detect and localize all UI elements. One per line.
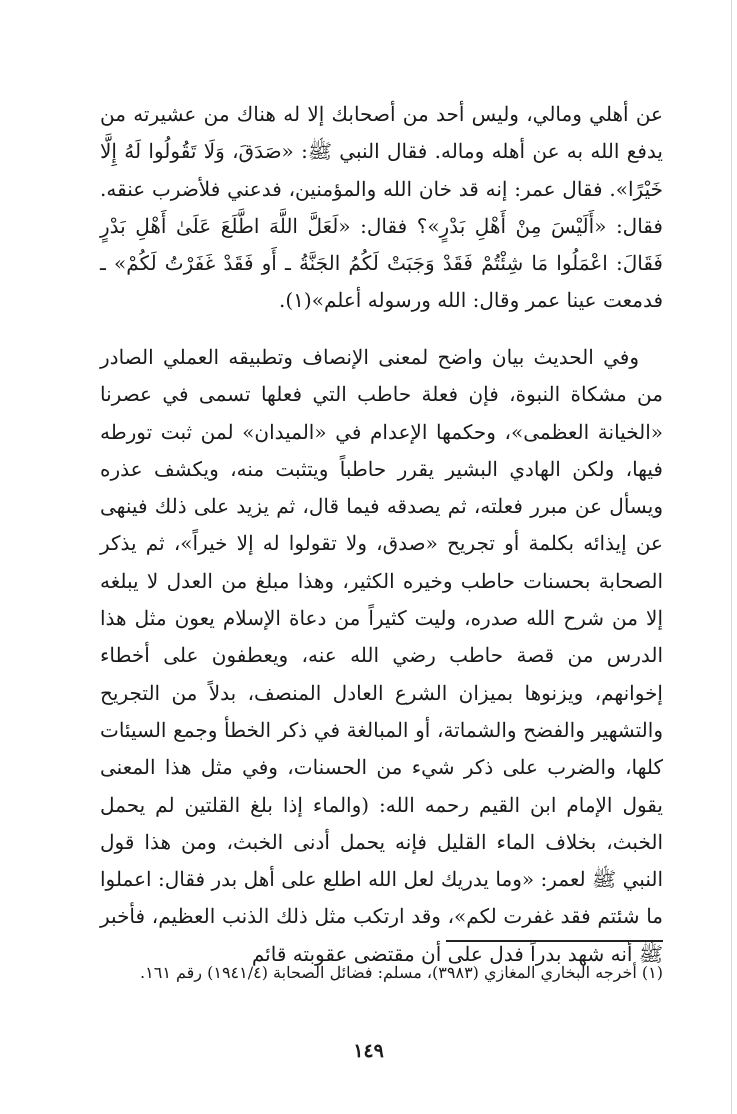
footnote-1: (١) أخرجه البخاري المغازي (٣٩٨٣)، مسلم: فضائل الصحابة (١٩٤١/٤) رقم ١٦١. [140,963,663,982]
scan-edge-line [731,0,732,1114]
footnote-separator [446,940,663,942]
body-paragraph-2: وفي الحديث بيان واضح لمعنى الإنصاف وتطبيقه العملي الصادر من مشكاة النبوة، فإن فعلة حاطب التي فعلها تسمى في عصرنا «الخيانة العظمى»، وحكمها الإعدام في «الميدان» لمن ثبت تورطه فيها، ولكن الهادي البشير يقرر حاطباً ويتثبت منه، ويكشف عذره ويسأل عن مبرر فعلته، ثم يصدقه فيما قال، ثم يزيد على ذلك فينهى عن إيذائه بكلمة أو تجريح «صدق، ولا تقولوا له إلا خيراً»، ثم يذكر الصحابة بحسنات حاطب وخيره الكثير، وهذا مبلغ من العدل لا يبلغه إلا من شرح الله صدره، وليت كثيراً من دعاة الإسلام يعون مثل هذا الدرس من قصة حاطب رضي الله عنه، ويعطفون على أخطاء إخوانهم، ويزنوها بميزان الشرع العادل المنصف، بدلاً من التجريح والتشهير والفضح والشماتة، أو المبالغة في ذكر الخطأ وجمع السيئات كلها، والضرب على ذكر شيء من الحسنات، وفي مثل هذا المعنى يقول الإمام ابن القيم رحمه الله: (والماء إذا بلغ القلتين لم يحمل الخبث، بخلاف الماء القليل فإنه يحمل أدنى الخبث، ومن هذا قول النبي ﷺ لعمر: «وما يدريك لعل الله اطلع على أهل بدر فقال: اعملوا ما شئتم فقد غفرت لكم»، وقد ارتكب مثل ذلك الذنب العظيم، فأخبر ﷺ أنه شهد بدراً فدل على أن مقتضى عقوبته قائم [100,345,663,966]
body-paragraph-1: عن أهلي ومالي، وليس أحد من أصحابك إلا له هناك من عشيرته من يدفع الله به عن أهله وماله. فقال النبي ﷺ: «صَدَقَ، وَلَا تَقُولُوا لَهُ إِلَّا خَيْرًا». فقال عمر: إنه قد خان الله والمؤمنين، فدعني فلأضرب عنقه. فقال: «أَلَيْسَ مِنْ أَهْلِ بَدْرٍ»؟ فقال: «لَعَلَّ اللَّهَ اطَّلَعَ عَلَىٰ أَهْلِ بَدْرٍ فَقَالَ: اعْمَلُوا مَا شِئْتُمْ فَقَدْ وَجَبَتْ لَكُمُ الجَنَّةُ ـ أَو فَقَدْ غَفَرْتُ لَكُمْ» ـ فدمعت عينا عمر وقال: الله ورسوله أعلم»(١). [100,102,663,313]
page-number: ١٤٩ [353,1040,384,1062]
